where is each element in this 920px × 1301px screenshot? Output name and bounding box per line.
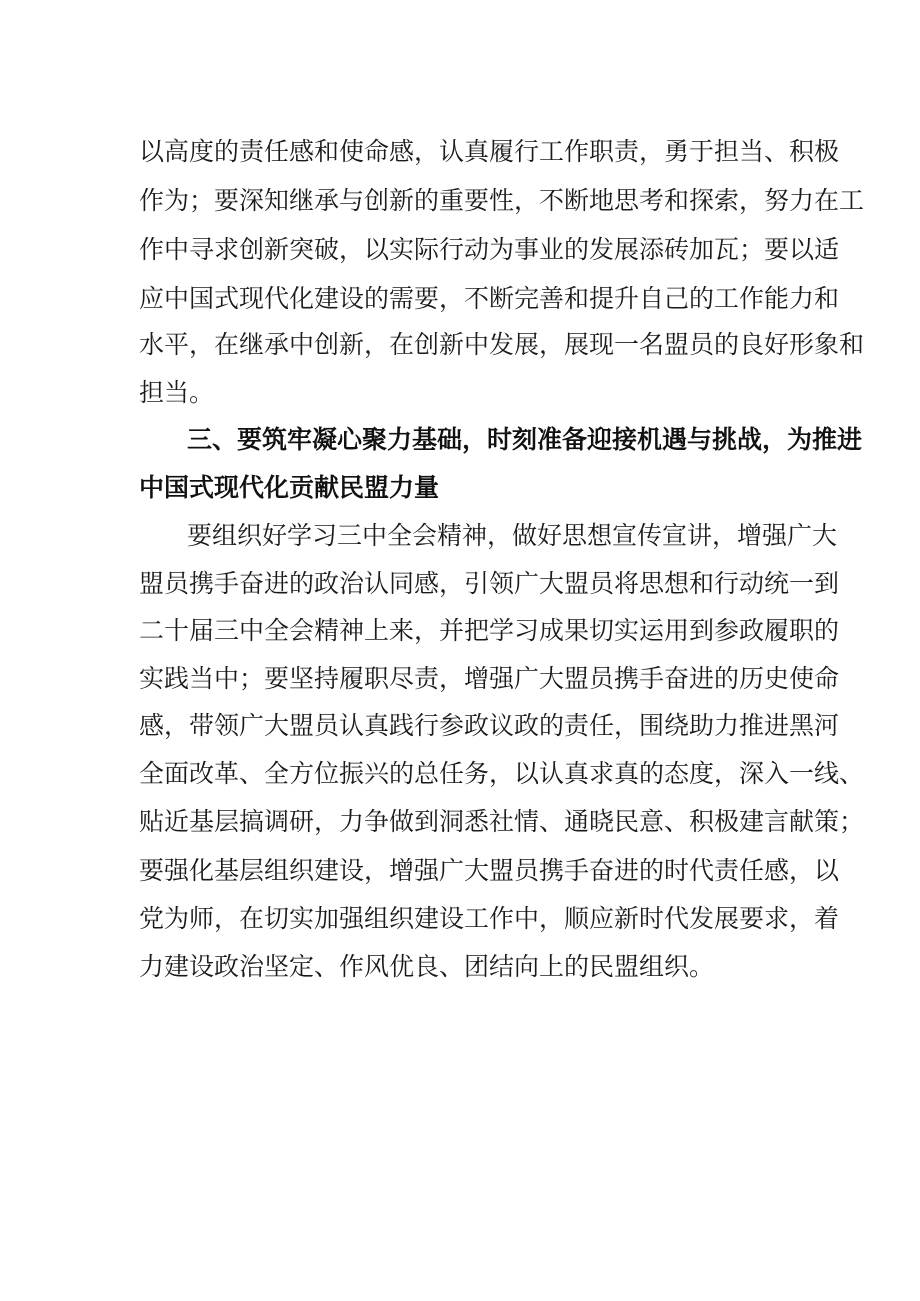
paragraph-line: 作为；要深知继承与创新的重要性，不断地思考和探索，努力在工 — [139, 186, 865, 215]
paragraph-line: 贴近基层搞调研，力争做到洞悉社情、通晓民意、积极建言献策； — [139, 807, 865, 836]
paragraph-line: 力建设政治坚定、作风优良、团结向上的民盟组织。 — [139, 952, 715, 981]
heading-line: 三、要筑牢凝心聚力基础，时刻准备迎接机遇与挑战，为推进 — [187, 425, 863, 454]
paragraph-line: 实践当中；要坚持履职尽责，增强广大盟员携手奋进的历史使命 — [139, 664, 840, 693]
paragraph-line: 二十届三中全会精神上来，并把学习成果切实运用到参政履职的 — [139, 616, 840, 645]
paragraph-line: 要强化基层组织建设，增强广大盟员携手奋进的时代责任感，以 — [139, 856, 840, 885]
paragraph-line: 作中寻求创新突破，以实际行动为事业的发展添砖加瓦；要以适 — [139, 235, 840, 264]
paragraph-line: 以高度的责任感和使命感，认真履行工作职责，勇于担当、积极 — [139, 137, 840, 166]
paragraph-line: 感，带领广大盟员认真践行参政议政的责任，围绕助力推进黑河 — [139, 711, 840, 740]
paragraph-line: 党为师，在切实加强组织建设工作中，顺应新时代发展要求，着 — [139, 904, 840, 933]
paragraph-line: 水平，在继承中创新，在创新中发展，展现一名盟员的良好形象和 — [139, 330, 865, 359]
heading-line: 中国式现代化贡献民盟力量 — [139, 473, 440, 502]
paragraph-line: 要组织好学习三中全会精神，做好思想宣传宣讲，增强广大 — [187, 521, 838, 550]
paragraph-line: 担当。 — [139, 378, 215, 407]
paragraph-line: 盟员携手奋进的政治认同感，引领广大盟员将思想和行动统一到 — [139, 569, 840, 598]
paragraph-line: 应中国式现代化建设的需要，不断完善和提升自己的工作能力和 — [139, 284, 840, 313]
paragraph-line: 全面改革、全方位振兴的总任务，以认真求真的态度，深入一线、 — [139, 759, 865, 788]
